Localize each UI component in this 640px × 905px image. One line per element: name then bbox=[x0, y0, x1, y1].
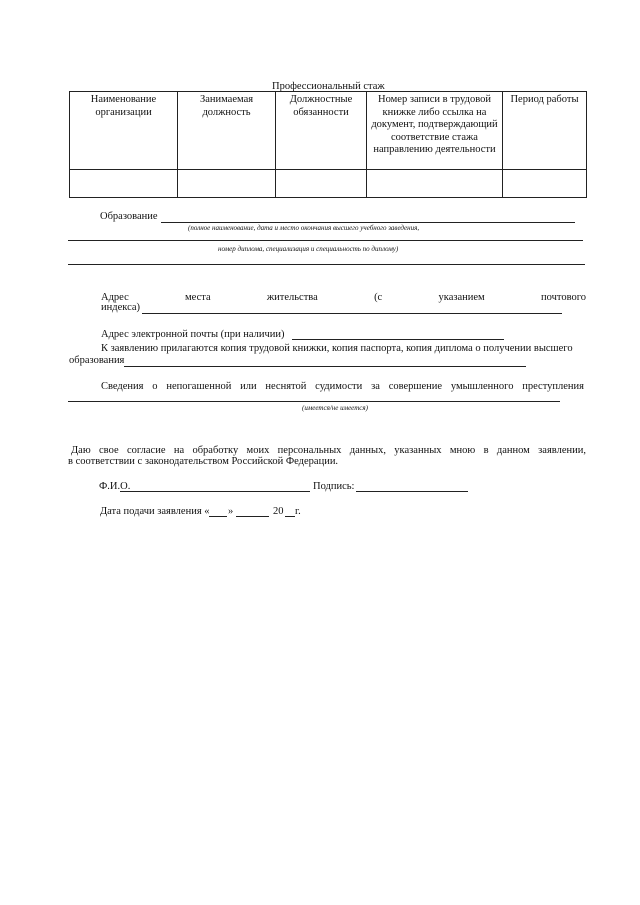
date-day-field[interactable] bbox=[209, 516, 227, 517]
criminal-record-hint: (имеется/не имеется) bbox=[302, 404, 368, 412]
attachments-text-line-2: образования bbox=[69, 355, 125, 366]
criminal-record-field-line[interactable] bbox=[68, 401, 560, 402]
education-hint-1: (полное наименование, дата и место окончания высшего учебного заведения, bbox=[188, 224, 420, 232]
fio-label: Ф.И.О. bbox=[99, 481, 131, 492]
signature-field-line[interactable] bbox=[356, 491, 468, 492]
header-record-number: Номер записи в трудовой книжке либо ссылка на документ, подтверждающий соответствие стажа направлению деятельности bbox=[367, 92, 503, 170]
date-year-prefix: 20 bbox=[273, 506, 284, 517]
cell-organization[interactable] bbox=[70, 170, 178, 198]
cell-position[interactable] bbox=[178, 170, 276, 198]
cell-record-number[interactable] bbox=[367, 170, 503, 198]
education-hint-2: номер диплома, специализация и специальность по диплому) bbox=[218, 245, 399, 253]
date-year-suffix: г. bbox=[295, 506, 301, 517]
fio-field-line[interactable] bbox=[120, 491, 310, 492]
date-year-field[interactable] bbox=[285, 516, 295, 517]
date-month-field[interactable] bbox=[236, 516, 269, 517]
cell-duties[interactable] bbox=[276, 170, 367, 198]
date-label: Дата подачи заявления « bbox=[100, 506, 210, 517]
education-field-line-1[interactable] bbox=[161, 222, 575, 223]
header-duties: Должностные обязанности bbox=[276, 92, 367, 170]
consent-text-line-1: Даю свое согласие на обработку моих персональных данных, указанных мною в данном заявлении, bbox=[71, 445, 586, 456]
table-row bbox=[70, 170, 587, 198]
education-field-line-3[interactable] bbox=[68, 264, 585, 265]
address-label-line-2: индекса) bbox=[101, 302, 141, 313]
experience-table-header-row bbox=[70, 92, 587, 170]
address-label: Адрес места жительства (с указанием почтового bbox=[101, 292, 586, 303]
header-work-period: Период работы bbox=[503, 92, 587, 170]
cell-work-period[interactable] bbox=[503, 170, 587, 198]
signature-label: Подпись: bbox=[313, 481, 355, 492]
attachments-text-line-1: К заявлению прилагаются копия трудовой книжки, копия паспорта, копия диплома о получении высшего bbox=[101, 343, 573, 354]
header-position: Занимаемая должность bbox=[178, 92, 276, 170]
experience-table bbox=[69, 91, 587, 198]
address-field-line[interactable] bbox=[142, 313, 562, 314]
email-label: Адрес электронной почты (при наличии) bbox=[101, 329, 285, 340]
email-field-line[interactable] bbox=[292, 339, 504, 340]
consent-text-line-2: в соответствии с законодательством Российской Федерации. bbox=[68, 456, 339, 467]
header-organization: Наименование организации bbox=[70, 92, 178, 170]
experience-table-title: Профессиональный стаж bbox=[272, 81, 385, 92]
criminal-record-label: Сведения о непогашенной или неснятой судимости за совершение умышленного преступления bbox=[101, 381, 584, 392]
education-field-line-2[interactable] bbox=[68, 240, 583, 241]
date-quote-close: » bbox=[228, 506, 234, 517]
attachments-field-line[interactable] bbox=[124, 366, 526, 367]
education-label: Образование bbox=[100, 211, 158, 222]
